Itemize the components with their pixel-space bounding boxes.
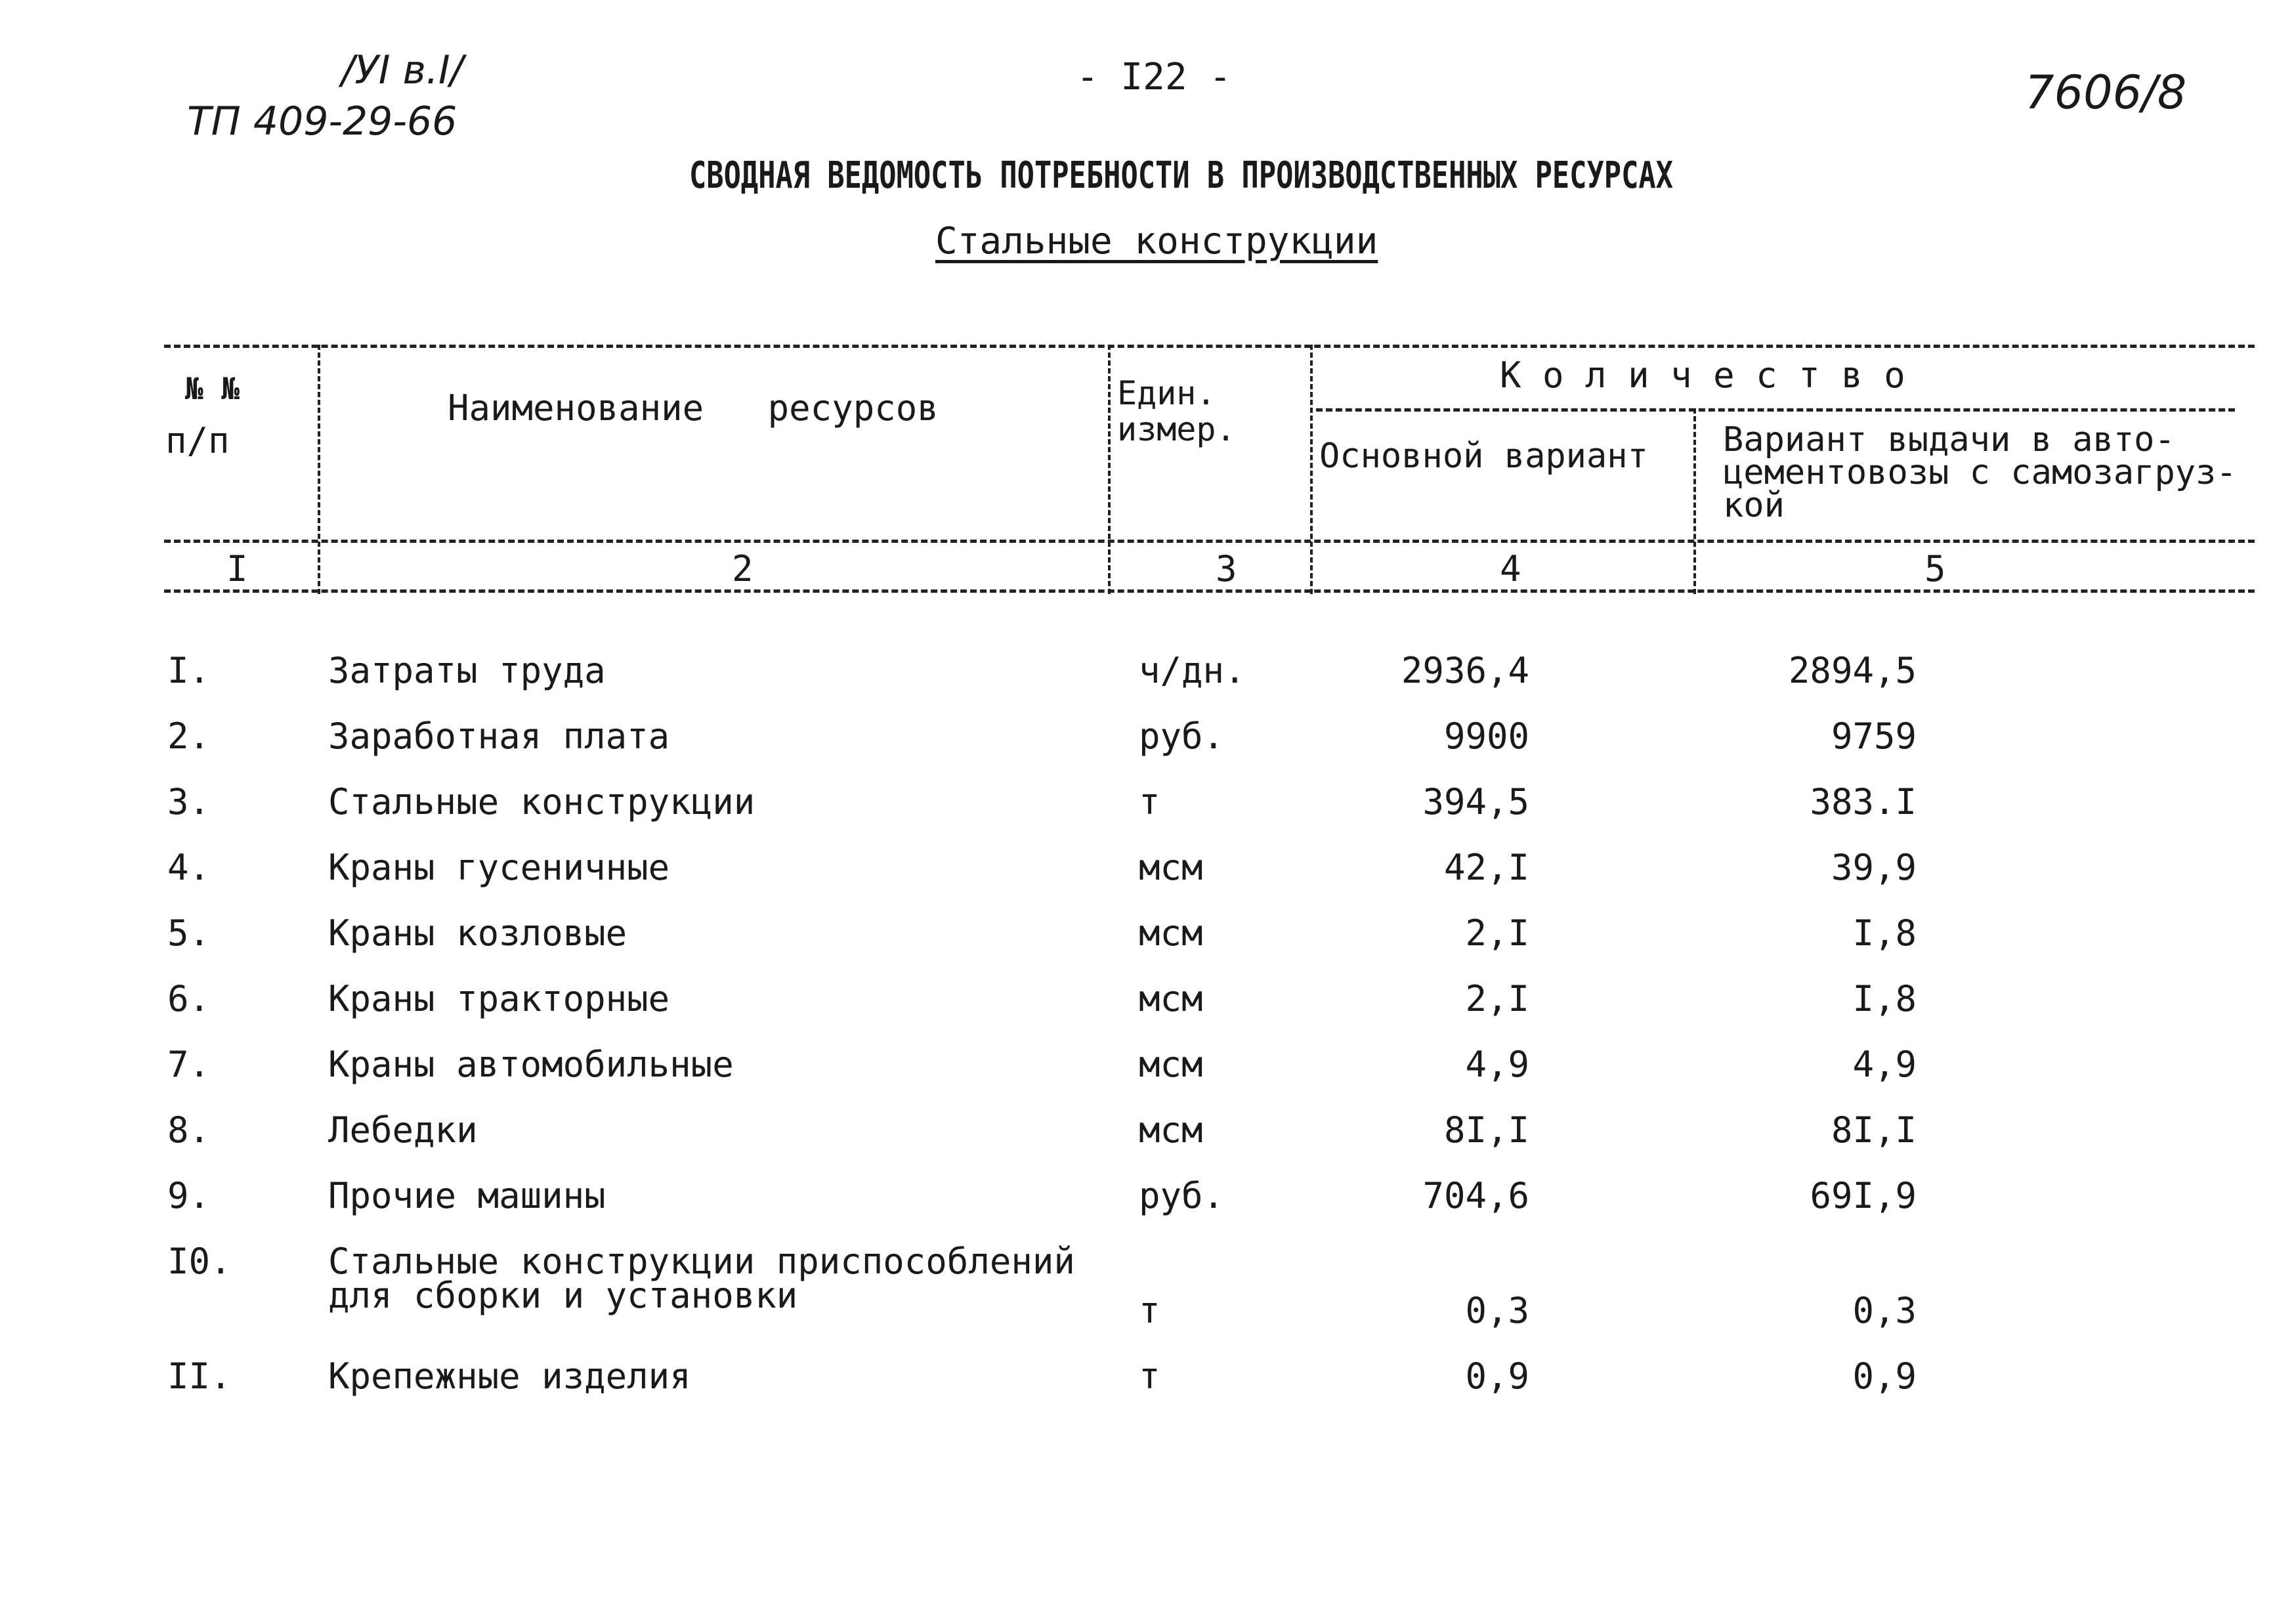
col-number-3: 3 <box>1216 548 1237 589</box>
col-number-5: 5 <box>1924 548 1946 589</box>
resource-name: Стальные конструкции приспособлений <box>328 1241 1075 1282</box>
row-number: 8. <box>167 1109 211 1151</box>
sheet-ref: /УI в.I/ <box>341 47 463 93</box>
alt-variant-value: 9759 <box>1831 716 1917 757</box>
header-bottom-rule <box>164 540 2255 543</box>
main-variant-value: 8I,I <box>1443 1109 1529 1151</box>
unit-of-measure: руб. <box>1139 1175 1225 1216</box>
col-number-2: 2 <box>732 548 754 589</box>
resource-name: Краны гусеничные <box>328 847 670 888</box>
main-variant-value: 9900 <box>1443 716 1529 757</box>
col-divider-2 <box>1108 345 1111 594</box>
main-variant-value: 2936,4 <box>1401 650 1529 691</box>
header-num-line1: № № <box>185 371 240 406</box>
col-divider-4 <box>1693 408 1696 594</box>
alt-variant-value: I,8 <box>1852 978 1917 1019</box>
resource-name: Краны автомобильные <box>328 1044 734 1085</box>
main-variant-value: 0,3 <box>1465 1290 1529 1331</box>
col-divider-1 <box>318 345 320 594</box>
unit-of-measure: мсм <box>1139 978 1203 1019</box>
row-number: I0. <box>167 1241 232 1282</box>
unit-of-measure: т <box>1139 1356 1160 1397</box>
col-number-1: I <box>226 548 248 589</box>
main-variant-value: 2,I <box>1465 978 1529 1019</box>
page-subtitle: Стальные конструкции <box>935 220 1378 263</box>
row-number: 9. <box>167 1175 211 1216</box>
row-number: 3. <box>167 781 211 823</box>
unit-of-measure: т <box>1139 781 1160 823</box>
row-number: 7. <box>167 1044 211 1085</box>
header-num-line2: п/п <box>165 420 230 461</box>
alt-variant-value: 0,3 <box>1852 1290 1917 1331</box>
document-number: 7606/8 <box>2025 66 2187 119</box>
resource-name: Прочие машины <box>328 1175 606 1216</box>
alt-variant-value: 2894,5 <box>1788 650 1917 691</box>
resource-name: Краны тракторные <box>328 978 670 1019</box>
main-variant-value: 0,9 <box>1465 1356 1529 1397</box>
unit-of-measure: мсм <box>1139 912 1203 954</box>
alt-variant-value: 0,9 <box>1852 1356 1917 1397</box>
row-number: 4. <box>167 847 211 888</box>
quantity-divider <box>1316 408 2235 412</box>
col-number-bottom-rule <box>164 589 2255 593</box>
main-variant-value: 2,I <box>1465 912 1529 954</box>
resource-name: Лебедки <box>328 1109 478 1151</box>
unit-of-measure: ч/дн. <box>1139 650 1246 691</box>
alt-variant-value: I,8 <box>1852 912 1917 954</box>
header-main-variant: Основной вариант <box>1319 437 1648 476</box>
unit-of-measure: мсм <box>1139 1109 1203 1151</box>
unit-of-measure: мсм <box>1139 1044 1203 1085</box>
alt-variant-value: 39,9 <box>1831 847 1917 888</box>
page-title: СВОДНАЯ ВЕДОМОСТЬ ПОТРЕБНОСТИ В ПРОИЗВОДСТВЕННЫХ РЕСУРСАХ <box>689 154 1673 197</box>
project-code: ТП 409-29-66 <box>187 98 457 144</box>
alt-variant-value: 383.I <box>1810 781 1917 823</box>
main-variant-value: 704,6 <box>1422 1175 1529 1216</box>
resource-name: Затраты труда <box>328 650 606 691</box>
unit-of-measure: руб. <box>1139 716 1225 757</box>
header-unit-line1: Един. <box>1117 374 1216 412</box>
row-number: II. <box>167 1356 232 1397</box>
unit-of-measure: мсм <box>1139 847 1203 888</box>
resource-name: Заработная плата <box>328 716 670 757</box>
alt-variant-value: 8I,I <box>1831 1109 1917 1151</box>
resource-name: Крепежные изделия <box>328 1356 691 1397</box>
resource-name-continued: для сборки и установки <box>328 1275 798 1316</box>
main-variant-value: 4,9 <box>1465 1044 1529 1085</box>
row-number: 2. <box>167 716 211 757</box>
table-top-rule <box>164 345 2255 348</box>
header-quantity: К о л и ч е с т в о <box>1500 354 1905 396</box>
header-unit-line2: измер. <box>1117 410 1236 448</box>
row-number: 6. <box>167 978 211 1019</box>
unit-of-measure: т <box>1139 1290 1160 1331</box>
row-number: I. <box>167 650 211 691</box>
header-alt-line3: кой <box>1723 486 1785 525</box>
col-divider-3 <box>1310 345 1313 594</box>
row-number: 5. <box>167 912 211 954</box>
alt-variant-value: 4,9 <box>1852 1044 1917 1085</box>
alt-variant-value: 69I,9 <box>1810 1175 1917 1216</box>
header-alt-line2: цементовозы с самозагруз- <box>1723 453 2237 492</box>
main-variant-value: 42,I <box>1443 847 1529 888</box>
main-variant-value: 394,5 <box>1422 781 1529 823</box>
resource-name: Стальные конструкции <box>328 781 755 823</box>
header-name: Наименование ресурсов <box>448 387 939 429</box>
resource-name: Краны козловые <box>328 912 627 954</box>
col-number-4: 4 <box>1500 548 1521 589</box>
header-alt-line1: Вариант выдачи в авто- <box>1723 420 2175 459</box>
page-number: - I22 - <box>1076 56 1232 98</box>
